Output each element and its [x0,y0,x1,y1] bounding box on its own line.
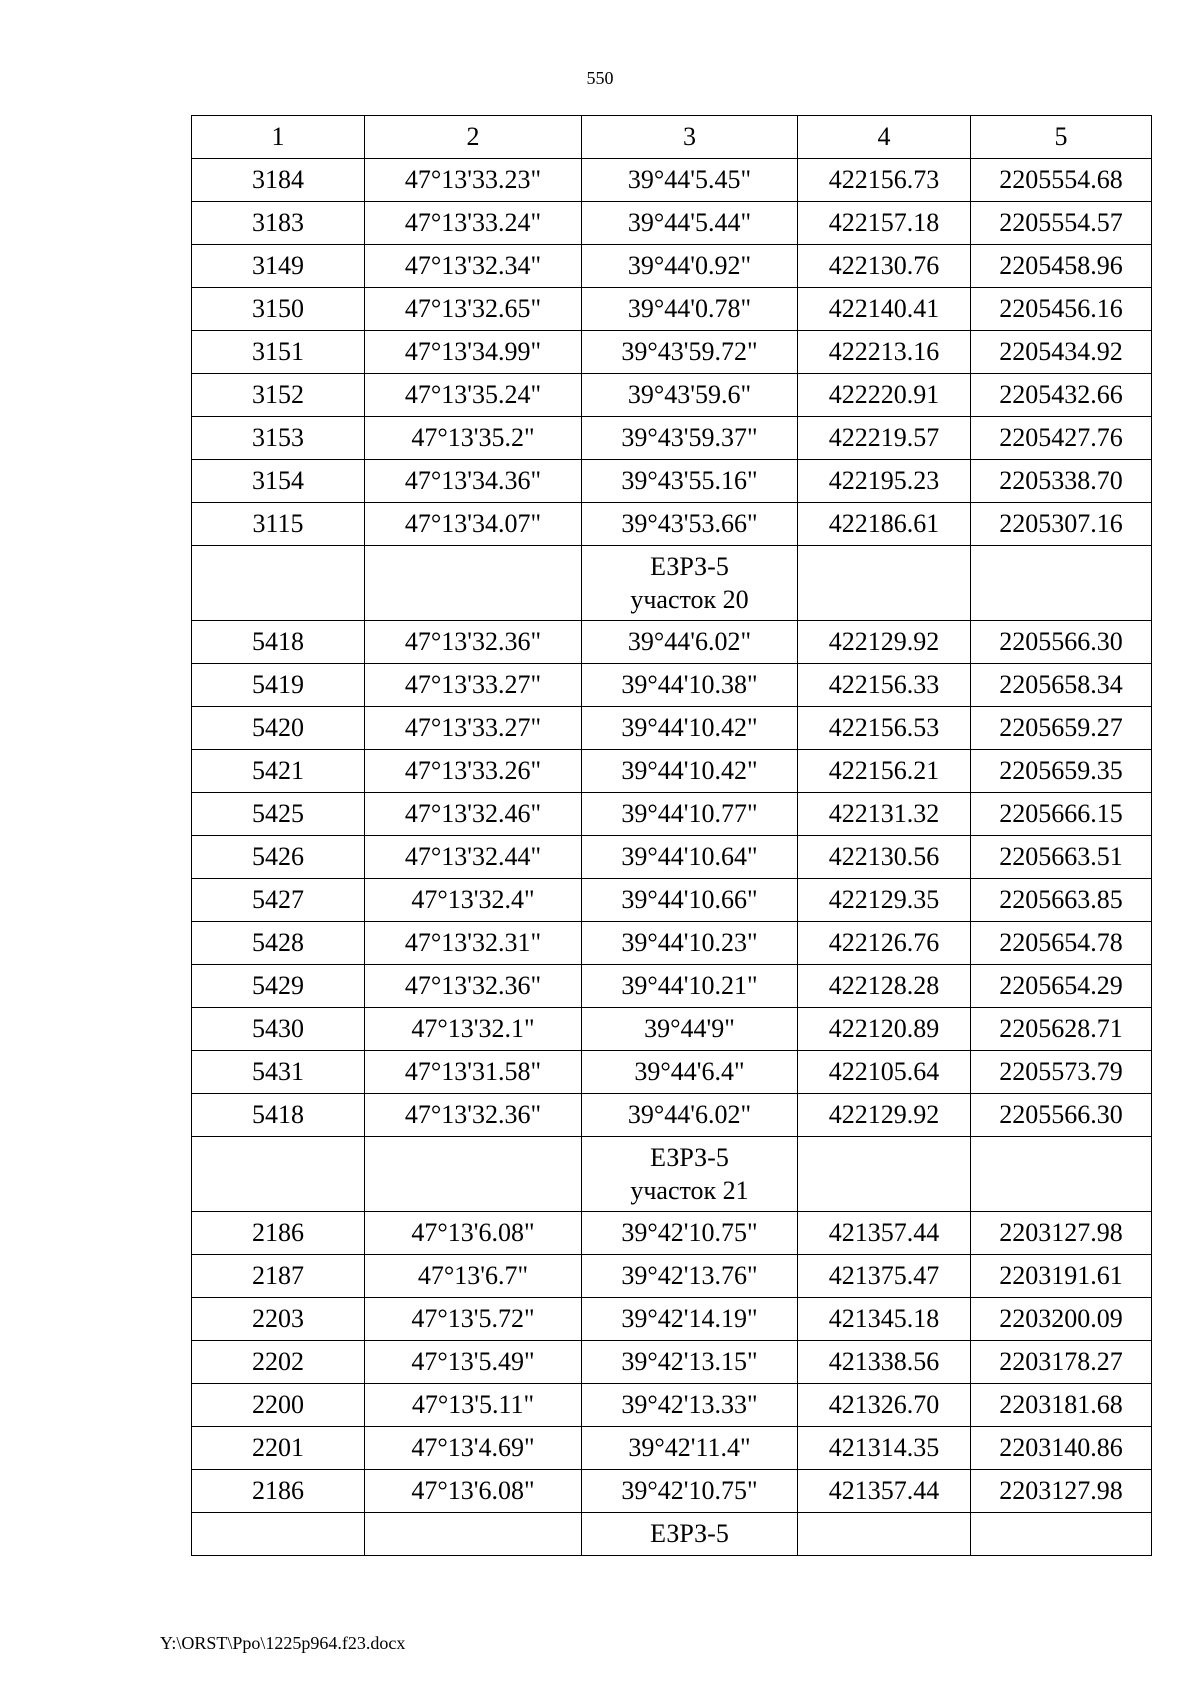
table-row [192,922,1152,965]
y-coordinate-cell: 2203178.27 [971,1341,1152,1384]
table-row [192,1298,1152,1341]
point-number-cell: 3154 [192,460,365,503]
table-row [192,879,1152,922]
latitude-cell: 47°13'5.72" [365,1298,582,1341]
point-number-cell: 3152 [192,374,365,417]
point-number-cell: 5428 [192,922,365,965]
longitude-cell: 39°42'13.15" [582,1341,798,1384]
longitude-cell: 39°44'0.92" [582,245,798,288]
section-zone-label: ЕЗРЗ-5 [650,552,729,581]
table-row [192,1341,1152,1384]
column-header: 5 [971,116,1152,159]
table-row [192,664,1152,707]
table-row [192,965,1152,1008]
x-coordinate-cell: 422130.76 [798,245,971,288]
y-coordinate-cell: 2205573.79 [971,1051,1152,1094]
point-number-cell: 5420 [192,707,365,750]
point-number-cell: 5425 [192,793,365,836]
latitude-cell: 47°13'31.58" [365,1051,582,1094]
section-label-cell [582,1137,798,1212]
table-row [192,750,1152,793]
point-number-cell: 3149 [192,245,365,288]
longitude-cell: 39°44'5.44" [582,202,798,245]
latitude-cell: 47°13'34.99" [365,331,582,374]
section-plot-label: участок 20 [630,585,749,614]
longitude-cell: 39°43'59.6" [582,374,798,417]
point-number-cell: 3184 [192,159,365,202]
x-coordinate-cell: 421357.44 [798,1470,971,1513]
y-coordinate-cell: 2205654.78 [971,922,1152,965]
latitude-cell: 47°13'32.36" [365,1094,582,1137]
empty-cell [365,546,582,621]
empty-cell [192,546,365,621]
point-number-cell: 2186 [192,1470,365,1513]
point-number-cell: 2187 [192,1255,365,1298]
empty-cell [798,546,971,621]
empty-cell [365,1513,582,1556]
longitude-cell: 39°44'10.38" [582,664,798,707]
longitude-cell: 39°43'59.72" [582,331,798,374]
table-row [192,460,1152,503]
x-coordinate-cell: 422156.21 [798,750,971,793]
y-coordinate-cell: 2205432.66 [971,374,1152,417]
latitude-cell: 47°13'34.36" [365,460,582,503]
latitude-cell: 47°13'32.34" [365,245,582,288]
empty-cell [365,1137,582,1212]
table-row [192,1470,1152,1513]
latitude-cell: 47°13'6.08" [365,1212,582,1255]
x-coordinate-cell: 422220.91 [798,374,971,417]
latitude-cell: 47°13'34.07" [365,503,582,546]
x-coordinate-cell: 421326.70 [798,1384,971,1427]
x-coordinate-cell: 422156.73 [798,159,971,202]
longitude-cell: 39°42'14.19" [582,1298,798,1341]
longitude-cell: 39°44'9" [582,1008,798,1051]
x-coordinate-cell: 422140.41 [798,288,971,331]
column-header: 1 [192,116,365,159]
latitude-cell: 47°13'32.36" [365,621,582,664]
longitude-cell: 39°44'10.21" [582,965,798,1008]
latitude-cell: 47°13'35.24" [365,374,582,417]
latitude-cell: 47°13'4.69" [365,1427,582,1470]
latitude-cell: 47°13'32.31" [365,922,582,965]
empty-cell [192,1513,365,1556]
table-row [192,836,1152,879]
table-header-row [192,116,1152,159]
section-header-row [192,1137,1152,1212]
table-row [192,202,1152,245]
latitude-cell: 47°13'32.65" [365,288,582,331]
y-coordinate-cell: 2205659.35 [971,750,1152,793]
x-coordinate-cell: 421345.18 [798,1298,971,1341]
x-coordinate-cell: 422156.53 [798,707,971,750]
y-coordinate-cell: 2205628.71 [971,1008,1152,1051]
latitude-cell: 47°13'32.4" [365,879,582,922]
latitude-cell: 47°13'32.46" [365,793,582,836]
section-zone-label: ЕЗРЗ-5 [650,1519,729,1548]
y-coordinate-cell: 2203127.98 [971,1470,1152,1513]
table-row [192,245,1152,288]
section-label-cell [582,1513,798,1556]
y-coordinate-cell: 2203181.68 [971,1384,1152,1427]
footer-file-path: Y:\ORST\Ppo\1225p964.f23.docx [160,1633,406,1653]
point-number-cell: 3150 [192,288,365,331]
table-body [192,159,1152,1556]
x-coordinate-cell: 422129.92 [798,621,971,664]
point-number-cell: 3151 [192,331,365,374]
point-number-cell: 5418 [192,1094,365,1137]
longitude-cell: 39°44'6.02" [582,621,798,664]
point-number-cell: 5421 [192,750,365,793]
point-number-cell: 5429 [192,965,365,1008]
x-coordinate-cell: 422213.16 [798,331,971,374]
longitude-cell: 39°44'10.42" [582,707,798,750]
empty-cell [971,1137,1152,1212]
y-coordinate-cell: 2205663.85 [971,879,1152,922]
x-coordinate-cell: 422156.33 [798,664,971,707]
page-number: 550 [586,68,614,88]
empty-cell [798,1513,971,1556]
latitude-cell: 47°13'32.36" [365,965,582,1008]
y-coordinate-cell: 2205434.92 [971,331,1152,374]
point-number-cell: 3183 [192,202,365,245]
latitude-cell: 47°13'33.27" [365,664,582,707]
point-number-cell: 5426 [192,836,365,879]
column-header: 3 [582,116,798,159]
y-coordinate-cell: 2205338.70 [971,460,1152,503]
coordinates-table [191,115,1152,1556]
x-coordinate-cell: 421338.56 [798,1341,971,1384]
y-coordinate-cell: 2205427.76 [971,417,1152,460]
longitude-cell: 39°43'55.16" [582,460,798,503]
longitude-cell: 39°44'10.66" [582,879,798,922]
x-coordinate-cell: 422195.23 [798,460,971,503]
latitude-cell: 47°13'6.7" [365,1255,582,1298]
longitude-cell: 39°42'11.4" [582,1427,798,1470]
y-coordinate-cell: 2205566.30 [971,621,1152,664]
point-number-cell: 2201 [192,1427,365,1470]
table-row [192,1255,1152,1298]
table-row [192,1051,1152,1094]
x-coordinate-cell: 422128.28 [798,965,971,1008]
y-coordinate-cell: 2205566.30 [971,1094,1152,1137]
longitude-cell: 39°42'13.76" [582,1255,798,1298]
table-row [192,503,1152,546]
point-number-cell: 5419 [192,664,365,707]
latitude-cell: 47°13'33.26" [365,750,582,793]
y-coordinate-cell: 2205658.34 [971,664,1152,707]
table-row [192,1212,1152,1255]
longitude-cell: 39°44'6.4" [582,1051,798,1094]
column-header: 4 [798,116,971,159]
y-coordinate-cell: 2205307.16 [971,503,1152,546]
x-coordinate-cell: 422105.64 [798,1051,971,1094]
latitude-cell: 47°13'33.23" [365,159,582,202]
x-coordinate-cell: 422120.89 [798,1008,971,1051]
table-row [192,1384,1152,1427]
table-row [192,159,1152,202]
section-label-cell [582,546,798,621]
y-coordinate-cell: 2205659.27 [971,707,1152,750]
point-number-cell: 2200 [192,1384,365,1427]
longitude-cell: 39°44'10.42" [582,750,798,793]
longitude-cell: 39°44'5.45" [582,159,798,202]
section-header-row [192,1513,1152,1556]
latitude-cell: 47°13'5.49" [365,1341,582,1384]
latitude-cell: 47°13'33.24" [365,202,582,245]
empty-cell [798,1137,971,1212]
longitude-cell: 39°44'10.77" [582,793,798,836]
empty-cell [971,1513,1152,1556]
section-zone-label: ЕЗРЗ-5 [650,1143,729,1172]
longitude-cell: 39°43'59.37" [582,417,798,460]
x-coordinate-cell: 422131.32 [798,793,971,836]
section-plot-label: участок 21 [630,1176,749,1205]
table-row [192,1008,1152,1051]
table-row [192,288,1152,331]
x-coordinate-cell: 422129.35 [798,879,971,922]
y-coordinate-cell: 2205554.57 [971,202,1152,245]
table-row [192,1427,1152,1470]
y-coordinate-cell: 2205663.51 [971,836,1152,879]
table-row [192,331,1152,374]
latitude-cell: 47°13'5.11" [365,1384,582,1427]
table-row [192,374,1152,417]
y-coordinate-cell: 2203127.98 [971,1212,1152,1255]
point-number-cell: 2203 [192,1298,365,1341]
x-coordinate-cell: 421314.35 [798,1427,971,1470]
section-header-row [192,546,1152,621]
table-row [192,1094,1152,1137]
x-coordinate-cell: 421357.44 [798,1212,971,1255]
point-number-cell: 5427 [192,879,365,922]
column-header: 2 [365,116,582,159]
point-number-cell: 5418 [192,621,365,664]
y-coordinate-cell: 2205554.68 [971,159,1152,202]
point-number-cell: 5430 [192,1008,365,1051]
point-number-cell: 2186 [192,1212,365,1255]
longitude-cell: 39°44'0.78" [582,288,798,331]
x-coordinate-cell: 422129.92 [798,1094,971,1137]
x-coordinate-cell: 422157.18 [798,202,971,245]
latitude-cell: 47°13'35.2" [365,417,582,460]
y-coordinate-cell: 2205456.16 [971,288,1152,331]
latitude-cell: 47°13'32.44" [365,836,582,879]
table-row [192,793,1152,836]
point-number-cell: 3153 [192,417,365,460]
y-coordinate-cell: 2205654.29 [971,965,1152,1008]
table-row [192,621,1152,664]
y-coordinate-cell: 2205458.96 [971,245,1152,288]
x-coordinate-cell: 421375.47 [798,1255,971,1298]
y-coordinate-cell: 2205666.15 [971,793,1152,836]
x-coordinate-cell: 422186.61 [798,503,971,546]
latitude-cell: 47°13'6.08" [365,1470,582,1513]
longitude-cell: 39°42'10.75" [582,1212,798,1255]
table-row [192,417,1152,460]
longitude-cell: 39°44'10.64" [582,836,798,879]
point-number-cell: 5431 [192,1051,365,1094]
y-coordinate-cell: 2203191.61 [971,1255,1152,1298]
longitude-cell: 39°42'10.75" [582,1470,798,1513]
empty-cell [971,546,1152,621]
point-number-cell: 2202 [192,1341,365,1384]
longitude-cell: 39°42'13.33" [582,1384,798,1427]
y-coordinate-cell: 2203140.86 [971,1427,1152,1470]
latitude-cell: 47°13'33.27" [365,707,582,750]
x-coordinate-cell: 422130.56 [798,836,971,879]
latitude-cell: 47°13'32.1" [365,1008,582,1051]
longitude-cell: 39°44'10.23" [582,922,798,965]
table-row [192,707,1152,750]
point-number-cell: 3115 [192,503,365,546]
x-coordinate-cell: 422219.57 [798,417,971,460]
x-coordinate-cell: 422126.76 [798,922,971,965]
empty-cell [192,1137,365,1212]
longitude-cell: 39°44'6.02" [582,1094,798,1137]
longitude-cell: 39°43'53.66" [582,503,798,546]
y-coordinate-cell: 2203200.09 [971,1298,1152,1341]
